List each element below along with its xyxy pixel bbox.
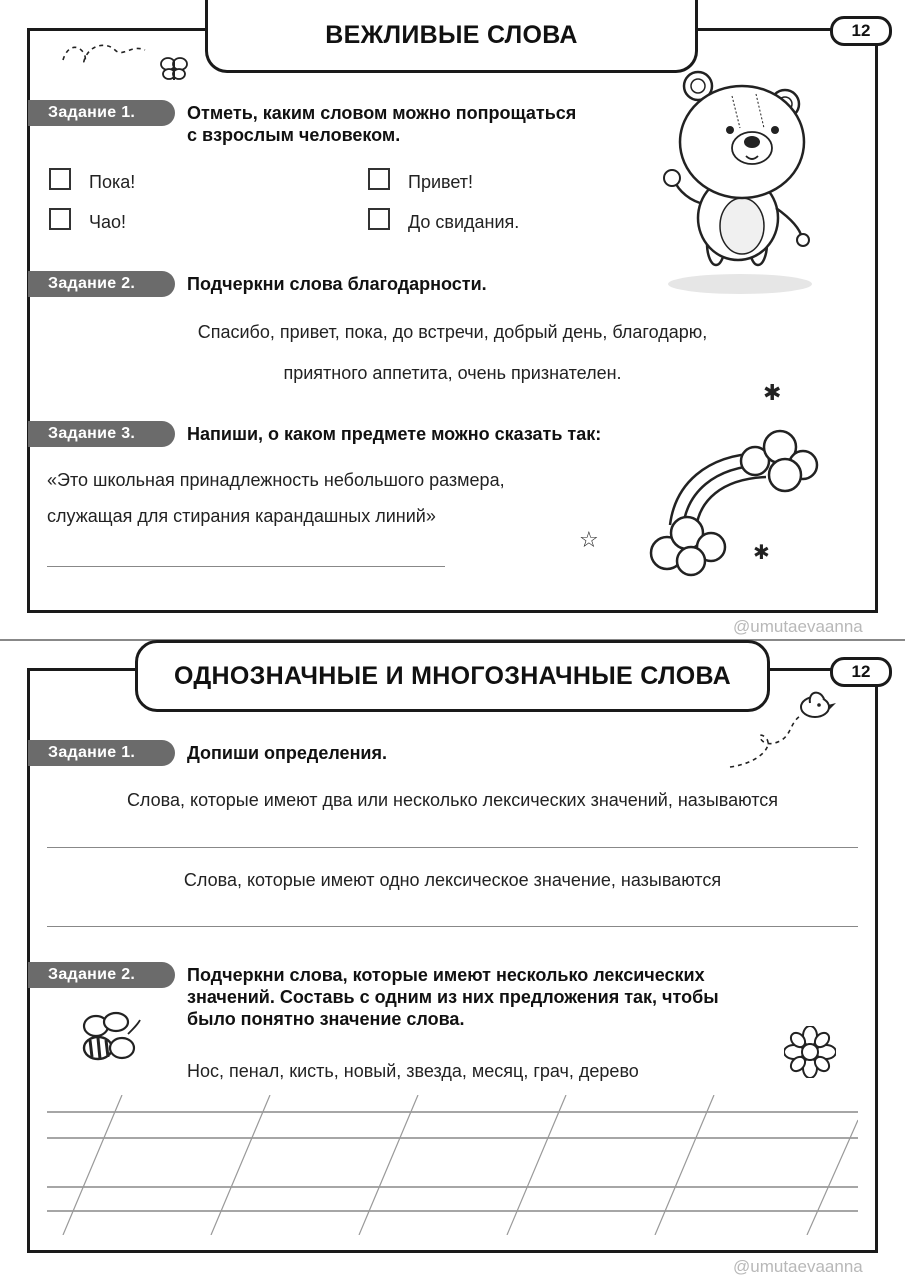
answer-line[interactable] [47,847,858,848]
rainbow-cloud-icon [575,375,835,585]
writing-lines[interactable] [47,1095,858,1235]
task1-prompt [187,102,576,146]
section1-title: ВЕЖЛИВЫЕ СЛОВА [205,0,698,73]
watermark-2: @umutaevaanna [733,1257,863,1276]
s2-task1-prompt: Допиши определения. [187,743,388,763]
s2-task1-badge: Задание 1. [28,740,175,766]
checkbox-chao[interactable] [49,208,71,230]
section2-page-number: 12 [830,657,892,687]
task2-badge: Задание 2. [28,271,175,297]
task2-words-line1: Спасибо, привет, пока, до встречи, добрый день, благодарю, [197,322,708,342]
watermark-1: @umutaevaanna [733,617,863,636]
task3-badge: Задание 3. [28,421,175,447]
option-do-svidaniya: До свидания. [408,212,520,232]
s2-task2-prompt [187,964,719,1030]
task1-prompt-line2: с взрослым человеком. [187,125,401,145]
checkbox-privet[interactable] [368,168,390,190]
bird-icon [720,685,840,775]
task1-badge: Задание 1. [28,100,175,126]
s2-task2-words: Нос, пенал, кисть, новый, звезда, месяц, грач, дерево [187,1061,639,1081]
s2-task2-badge: Задание 2. [28,962,175,988]
star-icon: ☆ [579,527,599,552]
task1-prompt-line1: Отметь, каким словом можно попрощаться [187,103,577,123]
s2-task2-prompt-line2: значений. Составь с одним из них предложения так, чтобы [187,987,719,1007]
task3-prompt: Напиши, о каком предмете можно сказать так: [187,424,602,444]
checkbox-poka[interactable] [49,168,71,190]
answer-line[interactable] [47,926,858,927]
bear-illustration-icon [660,68,820,298]
s2-task2-prompt-line1: Подчеркни слова, которые имеют несколько лексических [187,965,705,985]
option-chao: Чао! [89,212,127,232]
s2-def1: Слова, которые имеют два или несколько лексических значений, называются [126,790,779,810]
checkbox-do-svidaniya[interactable] [368,208,390,230]
flower-icon [784,1026,836,1078]
s2-def2: Слова, которые имеют одно лексическое значение, называются [183,870,722,890]
butterfly-icon [55,38,195,88]
option-poka: Пока! [89,172,136,192]
sparkle-icon: ✱ [753,542,770,564]
task3-quote-line2: служащая для стирания карандашных линий» [47,506,436,526]
section2-title: ОДНОЗНАЧНЫЕ И МНОГОЗНАЧНЫЕ СЛОВА [135,640,770,712]
task2-prompt: Подчеркни слова благодарности. [187,274,487,294]
section1-page-number: 12 [830,16,892,46]
task3-quote-line1: «Это школьная принадлежность небольшого размера, [47,470,505,490]
bee-icon [78,1010,144,1066]
task2-words-line2: приятного аппетита, очень признателен. [283,363,622,383]
sparkle-icon: ✱ [763,380,782,405]
s2-task2-prompt-line3: было понятно значение слова. [187,1009,465,1029]
answer-line[interactable] [47,566,445,567]
option-privet: Привет! [408,172,474,192]
